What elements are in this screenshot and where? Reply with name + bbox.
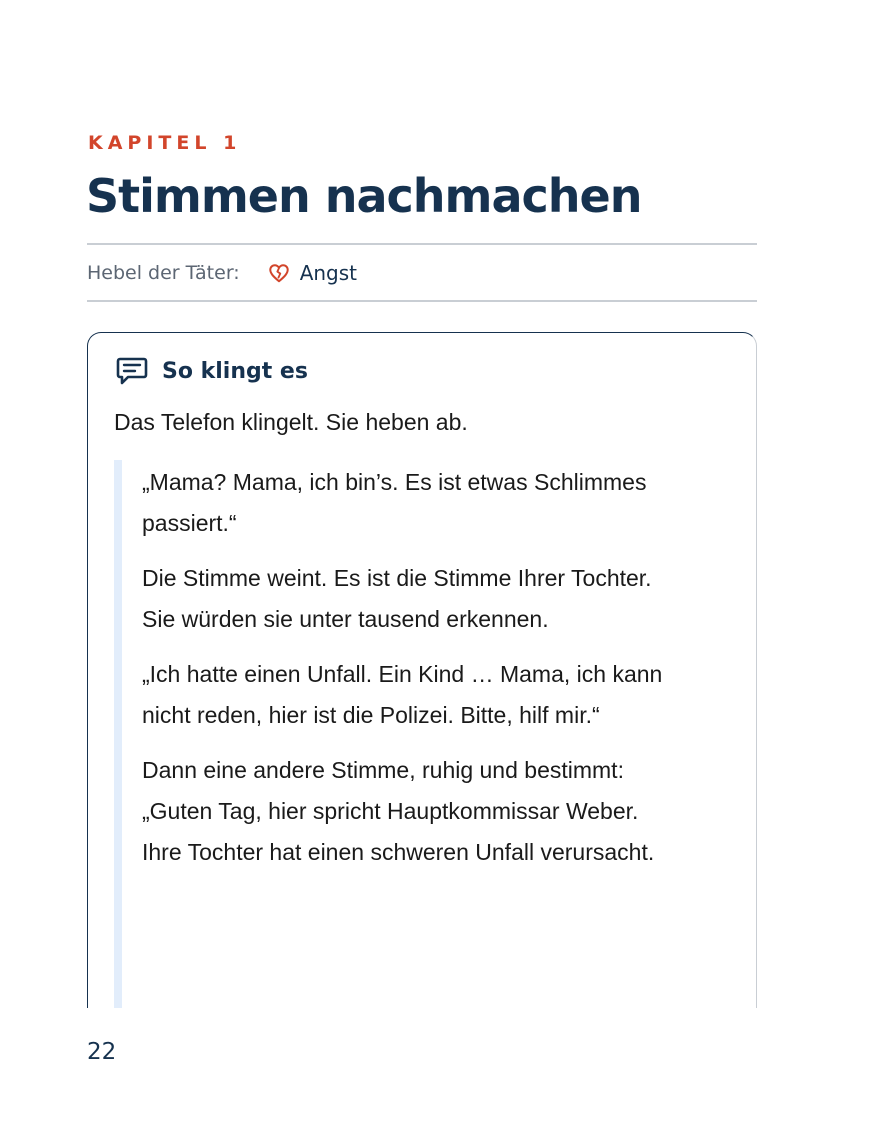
divider-top	[87, 243, 757, 245]
quote-line: „Mama? Mama, ich bin’s. Es ist etwas Schlimmes	[142, 469, 647, 495]
page-number: 22	[87, 1039, 117, 1065]
chapter-kicker: KAPITEL 1	[88, 132, 242, 154]
quote-line: passiert.“	[142, 510, 237, 536]
card-title: So klingt es	[162, 358, 308, 384]
quote-line: Die Stimme weint. Es ist die Stimme Ihrer Tochter.	[142, 565, 652, 591]
divider-bottom	[87, 300, 757, 302]
lever-value: Angst	[299, 261, 358, 285]
quote-bar	[114, 460, 122, 1008]
quote-line: Sie würden sie unter tausend erkennen.	[142, 606, 549, 632]
quote-paragraph	[142, 750, 742, 873]
quote-line: „Ich hatte einen Unfall. Ein Kind … Mama, ich kann	[142, 661, 663, 687]
broken-heart-icon	[268, 262, 290, 284]
quote-paragraph	[142, 558, 742, 640]
quote-line: Ihre Tochter hat einen schweren Unfall verursacht.	[142, 839, 655, 865]
card-intro: Das Telefon klingelt. Sie heben ab.	[114, 409, 468, 435]
quote-line: Dann eine andere Stimme, ruhig und bestimmt:	[142, 757, 624, 783]
quote-line: nicht reden, hier ist die Polizei. Bitte, hilf mir.“	[142, 702, 600, 728]
lever-row	[87, 258, 357, 288]
quote-paragraph	[142, 654, 742, 736]
chat-bubble-icon	[116, 356, 148, 386]
card-header	[116, 356, 308, 386]
lever-label: Hebel der Täter:	[87, 262, 240, 284]
quote-line: „Guten Tag, hier spricht Hauptkommissar Weber.	[142, 798, 639, 824]
chapter-title: Stimmen nachmachen	[86, 169, 642, 223]
quote-paragraph	[142, 462, 742, 544]
quote-block	[142, 462, 742, 887]
